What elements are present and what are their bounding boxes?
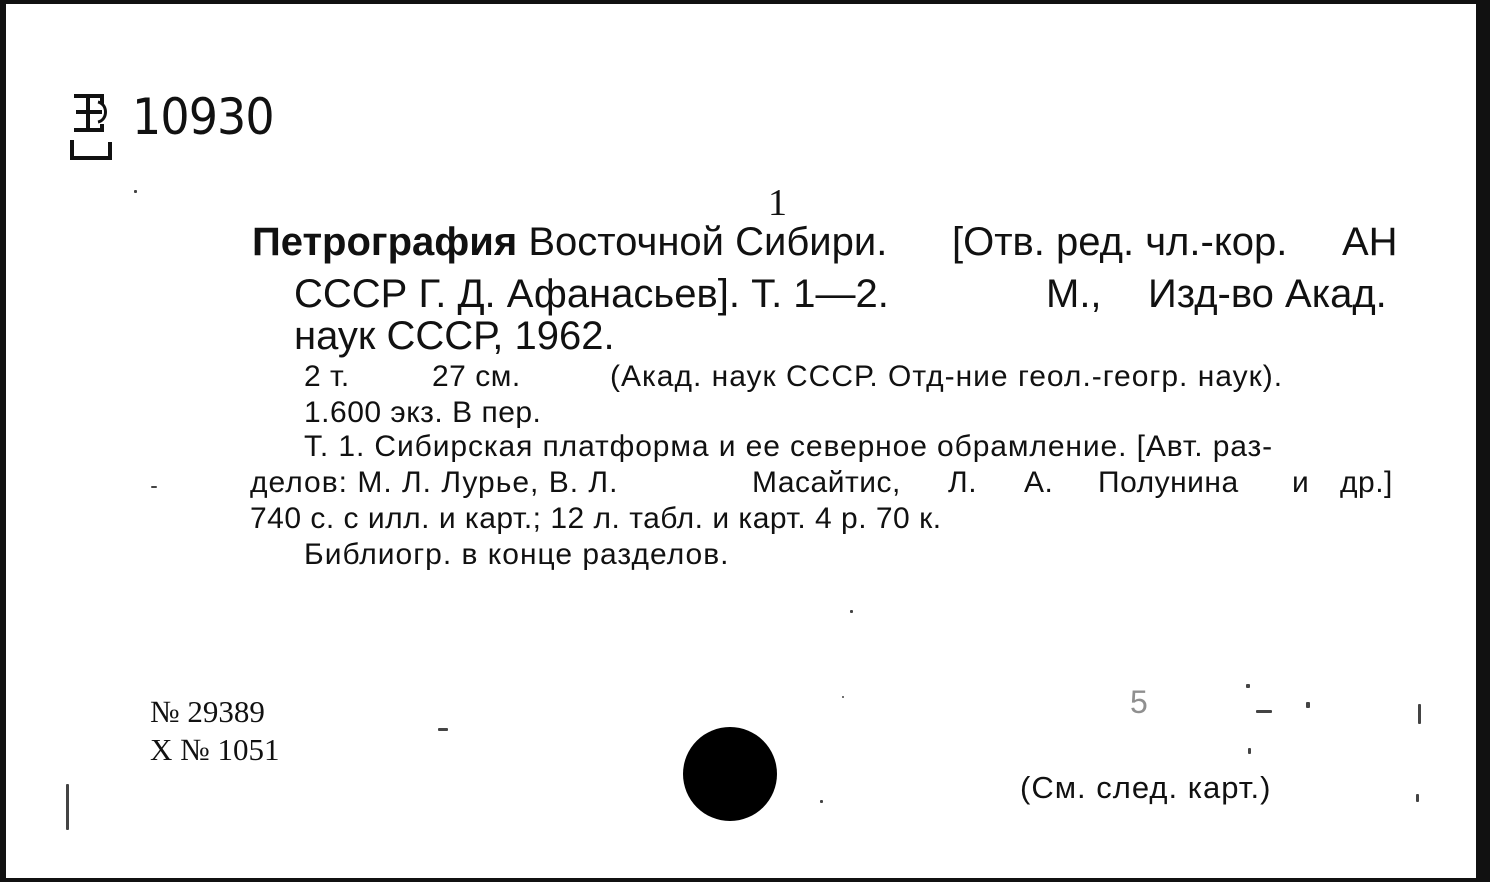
title-rest: Восточной Сибири. [528, 220, 888, 264]
volume-marker: 1 [768, 182, 787, 224]
faded-stamp: 5 [1130, 684, 1150, 720]
title-line-1 [252, 222, 887, 262]
publication-place: М., [1046, 272, 1102, 316]
volume-1-note-line-1: Т. 1. Сибирская платформа и ее северное обрамление. [Авт. раз- [304, 430, 1274, 463]
x-number: X № 1051 [150, 732, 280, 767]
desc-series: (Акад. наук СССР. Отд-ние геол.-геогр. наук). [610, 360, 1284, 393]
punch-hole [683, 727, 777, 821]
title-line-3: наук СССР, 1962. [294, 314, 615, 358]
scan-speck [850, 610, 853, 613]
scan-speck [1418, 704, 1421, 724]
bibliography-note: Библиогр. в конце разделов. [304, 538, 730, 571]
responsibility-statement-end: АН [1342, 220, 1398, 264]
volume-1-note-line-2f: и [1292, 466, 1310, 499]
desc-size: 27 см. [432, 360, 521, 393]
title-line-2: СССР Г. Д. Афанасьев]. Т. 1—2. [294, 272, 889, 316]
scan-speck [1306, 702, 1310, 708]
scan-speck [1248, 748, 1251, 754]
scan-speck [1256, 710, 1272, 713]
scan-speck [1246, 684, 1250, 688]
scan-speck [820, 800, 823, 803]
volume-1-note-line-2g: др.] [1340, 466, 1393, 499]
responsibility-statement: [Отв. ред. чл.-кор. [952, 220, 1288, 264]
scan-speck [1416, 794, 1419, 802]
call-mark-stamp [68, 90, 114, 162]
scan-speck [438, 728, 448, 731]
title-bold: Петрография [252, 220, 518, 264]
volume-1-note-line-2d: А. [1024, 466, 1054, 499]
desc-volumes: 2 т. [304, 360, 350, 393]
scan-speck [134, 190, 137, 193]
continued-note: (См. след. карт.) [1020, 770, 1272, 805]
volume-1-note-line-2b: Масайтис, [752, 466, 901, 499]
volume-1-note-line-3: 740 с. с илл. и карт.; 12 л. табл. и карт. 4 р. 70 к. [250, 502, 942, 535]
call-number: 10930 [132, 88, 274, 146]
scan-speck [842, 696, 844, 698]
scan-speck [66, 784, 69, 830]
publisher: Изд-во Акад. [1148, 272, 1387, 316]
volume-1-note-line-2e: Полунина [1098, 466, 1239, 499]
scan-speck [151, 486, 157, 488]
volume-1-note-line-2c: Л. [948, 466, 978, 499]
desc-copies: 1.600 экз. В пер. [304, 396, 542, 429]
accession-number: № 29389 [150, 694, 265, 729]
volume-1-note-line-2a: делов: М. Л. Лурье, В. Л. [250, 466, 619, 499]
